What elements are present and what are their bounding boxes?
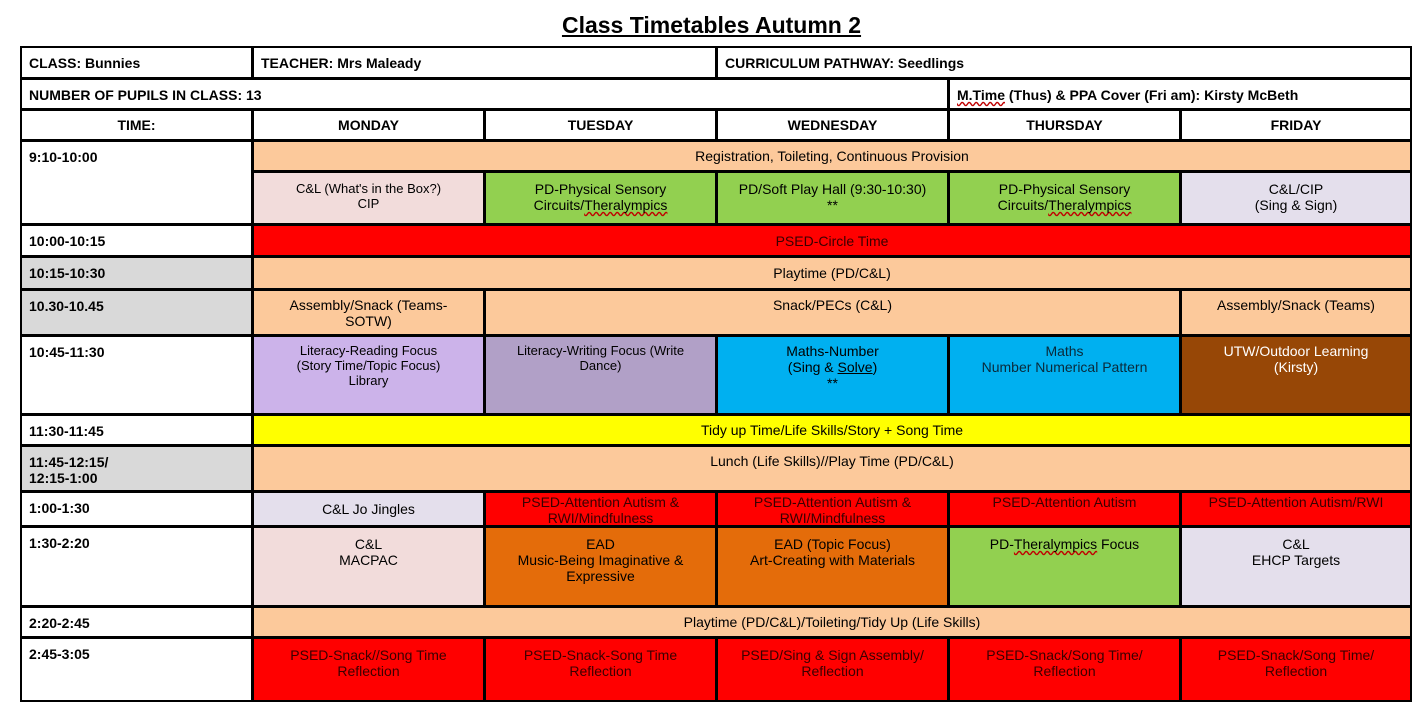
pupils-cell: NUMBER OF PUPILS IN CLASS: 13 [22,80,947,108]
cell-text: Focus [1097,536,1140,552]
time-cell: 1:30-2:20 [22,528,251,605]
monday-snack-cell: Assembly/Snack (Teams- SOTW) [254,291,483,334]
friday-ehcp-cell: C&L EHCP Targets [1182,528,1410,605]
time-cell: 9:10-10:00 [22,142,251,223]
monday-end-cell: PSED-Snack//Song Time Reflection [254,639,483,700]
thursday-maths-cell: Maths Number Numerical Pattern [950,337,1179,413]
playtime-tidy-cell: Playtime (PD/C&L)/Toileting/Tidy Up (Life Skills) [254,608,1410,636]
cell-text: C&L (What's in the Box?) [295,181,442,196]
playtime-cell: Playtime (PD/C&L) [254,258,1410,288]
time-cell: 11:30-11:45 [22,416,251,444]
class-cell: CLASS: Bunnies [22,48,251,77]
thursday-session-cell [950,173,1179,223]
time-cell: 10.30-10.45 [22,291,251,334]
cell-text: PD- [989,536,1014,552]
tuesday-end-cell: PSED-Snack-Song Time Reflection [486,639,715,700]
time-cell: 10:45-11:30 [22,337,251,413]
time-cell: 2:20-2:45 [22,608,251,636]
tidy-up-cell: Tidy up Time/Life Skills/Story + Song Time [254,416,1410,444]
timetable-table [20,46,1412,702]
cell-text: (Sing & [787,359,838,375]
cover-cell [950,80,1410,108]
cell-text: PD-Physical Sensory [998,181,1131,197]
circle-time-cell: PSED-Circle Time [254,226,1410,255]
mtime-text: M.Time [957,87,1005,103]
time-cell: 10:00-10:15 [22,226,251,255]
cell-text: Circuits/ [997,197,1049,213]
time-cell: 11:45-12:15/ 12:15-1:00 [22,447,251,490]
cell-text: Theralympics [584,197,668,213]
wednesday-end-cell: PSED/Sing & Sign Assembly/ Reflection [718,639,947,700]
cell-text: Solve [837,359,873,375]
time-cell: 1:00-1:30 [22,493,251,525]
monday-jingles-cell: C&L Jo Jingles [254,493,483,525]
monday-session-cell [254,173,483,223]
wednesday-attention-cell: PSED-Attention Autism & RWI/Mindfulness [718,493,947,525]
page-title: Class Timetables Autumn 2 [561,12,862,38]
cell-text: Theralympics [1013,536,1098,552]
snack-pecs-cell: Snack/PECs (C&L) [486,291,1179,334]
cell-text: ** [827,375,838,391]
wednesday-ead-cell: EAD (Topic Focus) Art-Creating with Materials [718,528,947,605]
header-monday: MONDAY [254,111,483,139]
header-thursday: THURSDAY [950,111,1179,139]
monday-macpac-cell: C&L MACPAC [254,528,483,605]
pathway-cell: CURRICULUM PATHWAY: Seedlings [718,48,1410,77]
cell-text: ) [872,359,878,375]
tuesday-session-cell [486,173,715,223]
tuesday-attention-cell: PSED-Attention Autism & RWI/Mindfulness [486,493,715,525]
cell-text: Theralympics [1048,197,1132,213]
wednesday-maths-cell [718,337,947,413]
tuesday-literacy-cell: Literacy-Writing Focus (Write Dance) [486,337,715,413]
wednesday-session-cell: PD/Soft Play Hall (9:30-10:30) ** [718,173,947,223]
cell-text: PD-Physical Sensory [534,181,667,197]
header-friday: FRIDAY [1182,111,1410,139]
header-tuesday: TUESDAY [486,111,715,139]
lunch-cell: Lunch (Life Skills)//Play Time (PD/C&L) [254,447,1410,490]
monday-literacy-cell: Literacy-Reading Focus (Story Time/Topic Focus) Library [254,337,483,413]
friday-utw-cell: UTW/Outdoor Learning (Kirsty) [1182,337,1410,413]
thursday-end-cell: PSED-Snack/Song Time/ Reflection [950,639,1179,700]
cell-text: Maths-Number [786,343,879,359]
cell-text: CIP [357,196,380,211]
cover-text: (Thus) & PPA Cover (Fri am): Kirsty McBeth [1004,87,1299,103]
friday-snack-cell: Assembly/Snack (Teams) [1182,291,1410,334]
teacher-cell: TEACHER: Mrs Maleady [254,48,715,77]
registration-cell: Registration, Toileting, Continuous Provision [254,142,1410,170]
header-wednesday: WEDNESDAY [718,111,947,139]
tuesday-ead-cell: EAD Music-Being Imaginative & Expressive [486,528,715,605]
friday-attention-cell: PSED-Attention Autism/RWI [1182,493,1410,525]
header-time: TIME: [22,111,251,139]
time-cell: 10:15-10:30 [22,258,251,288]
friday-end-cell: PSED-Snack/Song Time/ Reflection [1182,639,1410,700]
time-cell: 2:45-3:05 [22,639,251,700]
thursday-pd-cell [950,528,1179,605]
friday-session-cell: C&L/CIP (Sing & Sign) [1182,173,1410,223]
cell-text: Circuits/ [533,197,585,213]
thursday-attention-cell: PSED-Attention Autism [950,493,1179,525]
